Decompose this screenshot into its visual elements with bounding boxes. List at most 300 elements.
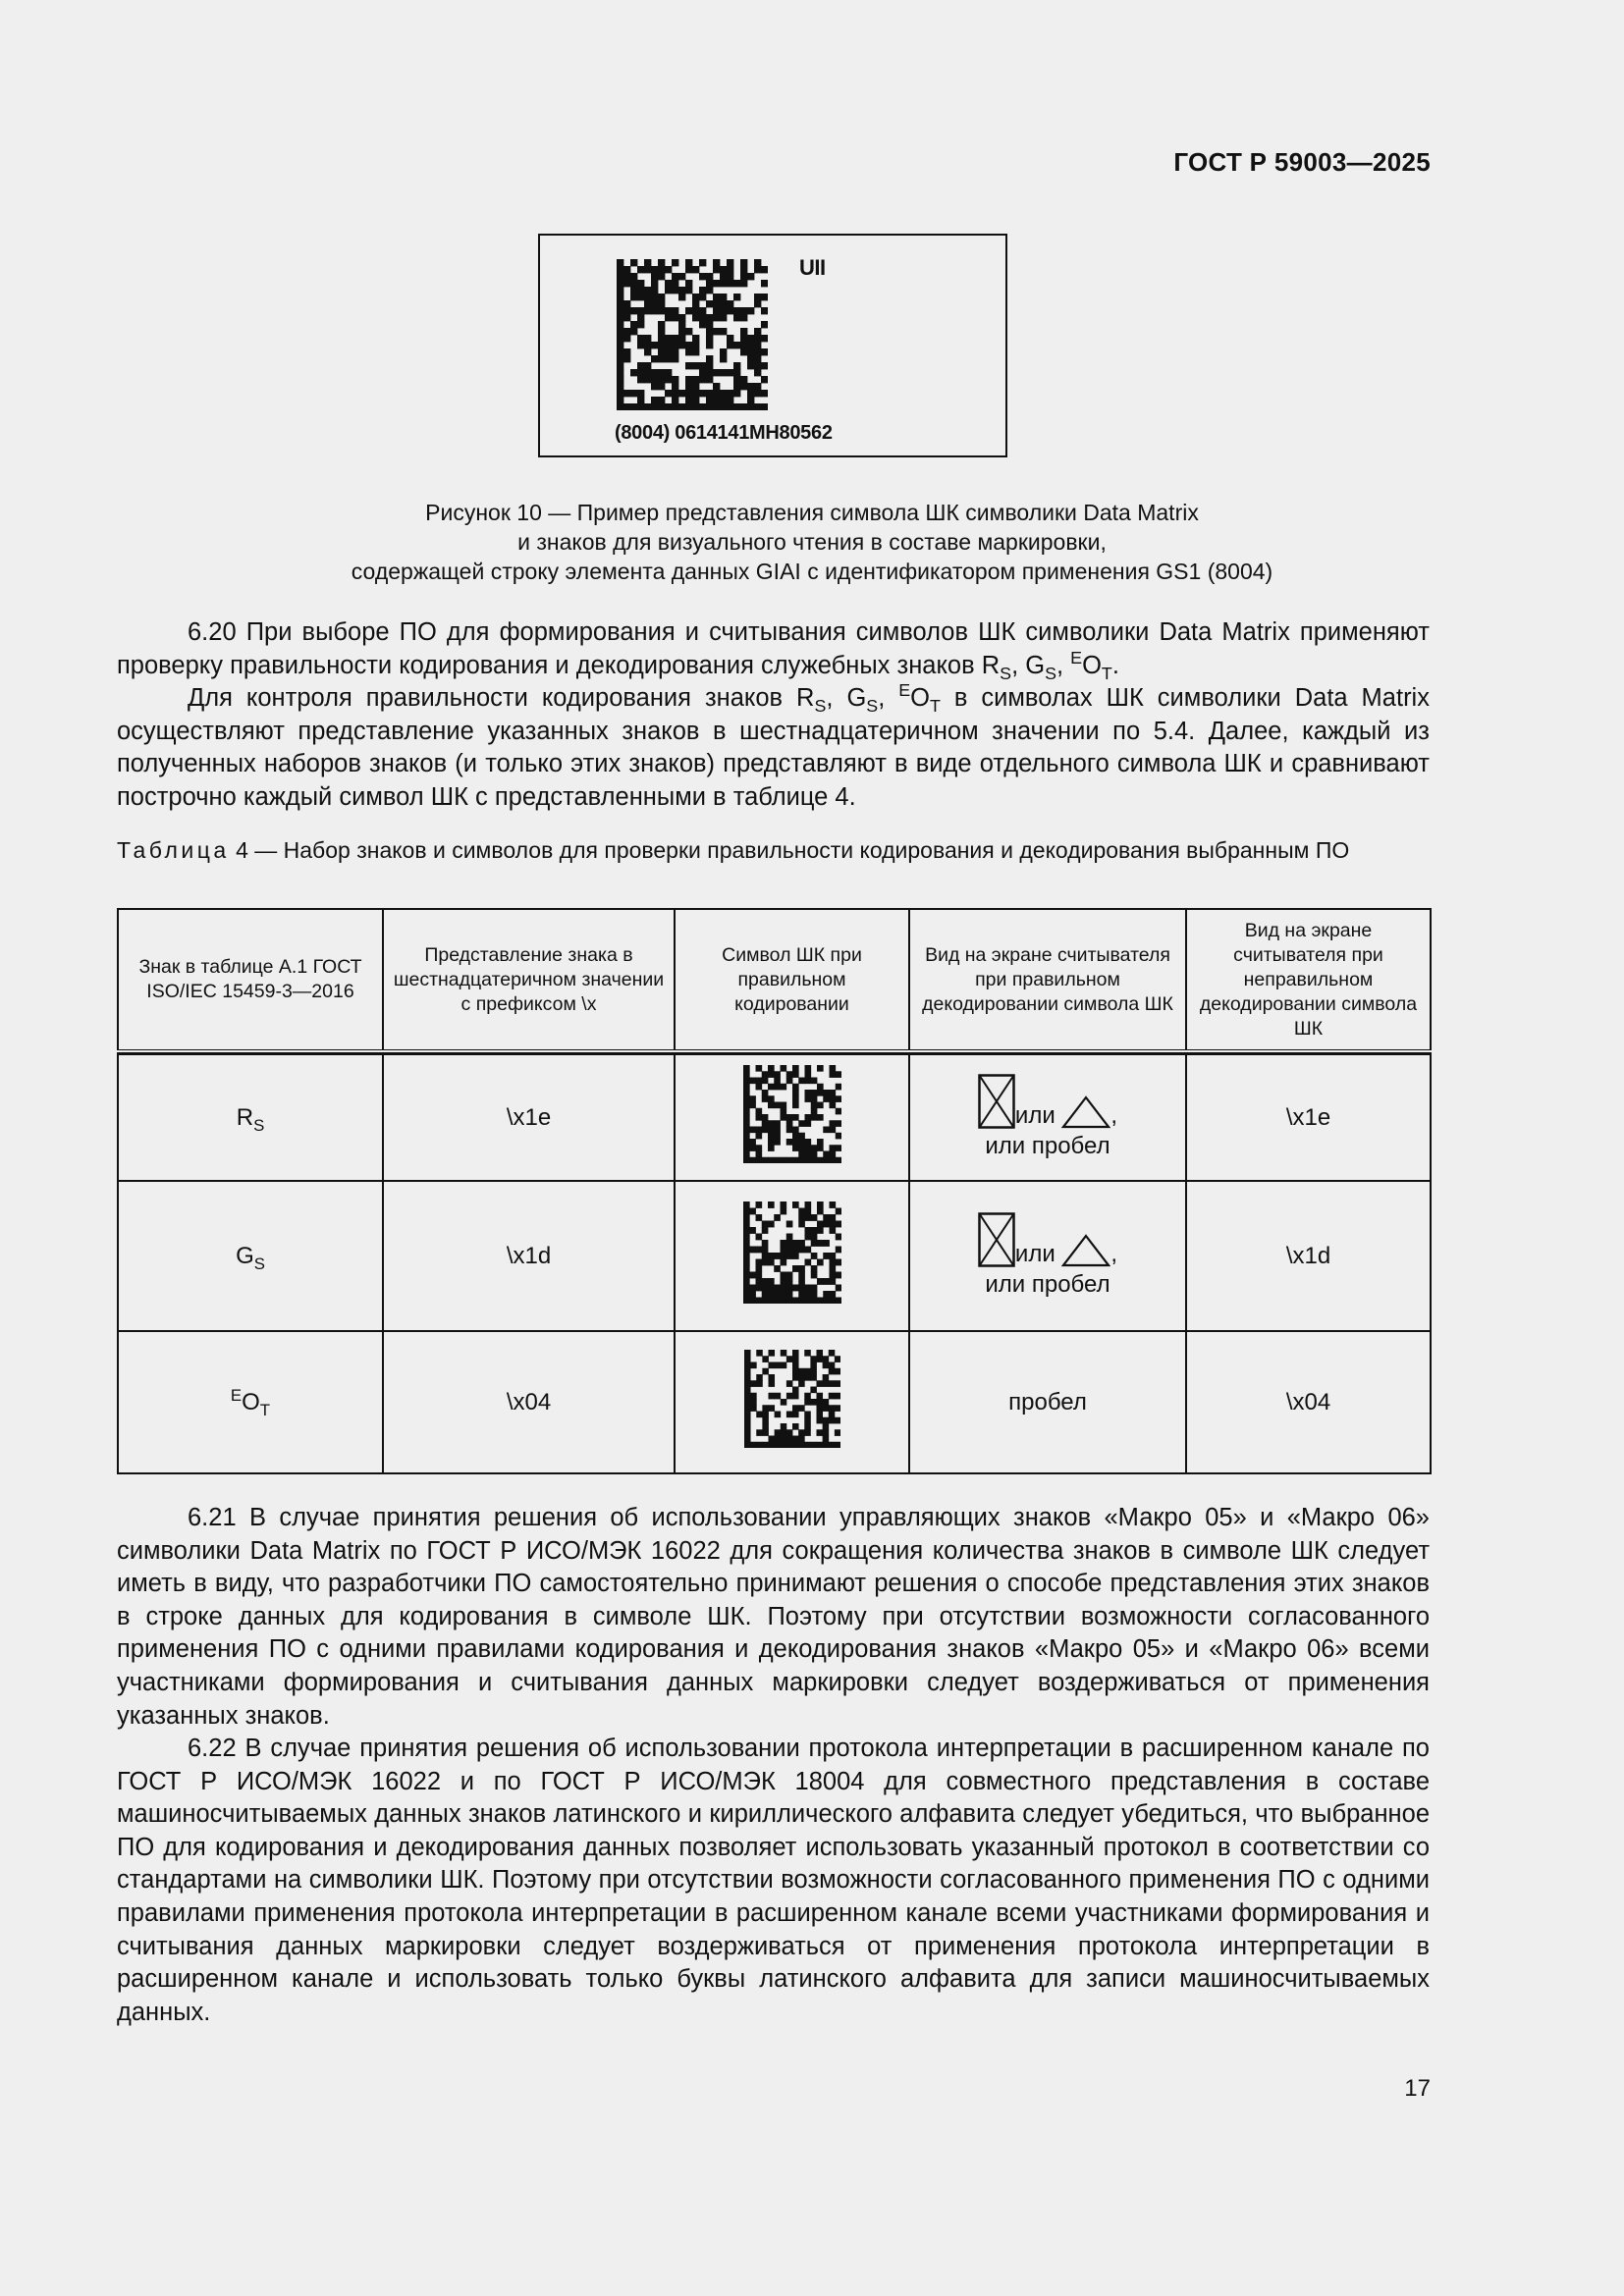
barcode-module — [761, 307, 768, 314]
barcode-module — [623, 300, 630, 307]
barcode-module — [678, 342, 685, 348]
barcode-module — [720, 390, 727, 397]
barcode-module — [810, 1214, 817, 1221]
barcode-module — [798, 1214, 805, 1221]
barcode-module — [743, 1065, 750, 1072]
datamatrix-barcode-uii — [617, 259, 768, 410]
barcode-module — [740, 328, 747, 335]
barcode-module — [792, 1145, 799, 1151]
barcode-module — [792, 1126, 799, 1133]
barcode-module — [823, 1253, 830, 1259]
barcode-module — [623, 307, 630, 314]
barcode-module — [651, 403, 658, 410]
barcode-module — [685, 403, 692, 410]
barcode-module — [829, 1126, 836, 1133]
barcode-module — [744, 1350, 751, 1357]
barcode-module — [733, 314, 740, 321]
barcode-module — [804, 1258, 811, 1265]
barcode-module — [798, 1240, 805, 1247]
barcode-module — [727, 266, 733, 273]
barcode-module — [804, 1367, 811, 1374]
barcode-module — [761, 1156, 768, 1162]
barcode-module — [804, 1392, 811, 1399]
table-header-cell: Вид на экране считывателя при неправильном декодировании символа ШК — [1186, 909, 1431, 1051]
barcode-module — [810, 1101, 817, 1108]
barcode-module — [692, 348, 699, 355]
barcode-module — [699, 287, 706, 294]
barcode-module — [672, 397, 678, 403]
barcode-module — [749, 1271, 756, 1278]
barcode-module — [733, 390, 740, 397]
barcode-module — [761, 1253, 768, 1259]
barcode-module — [644, 259, 651, 266]
barcode-module — [678, 294, 685, 300]
barcode-module — [792, 1114, 799, 1121]
barcode-module — [685, 362, 692, 369]
barcode-module — [755, 1278, 762, 1285]
barcode-module — [706, 321, 713, 328]
barcode-module — [804, 1416, 811, 1423]
barcode-module — [822, 1380, 829, 1387]
barcode-module — [713, 369, 720, 376]
barcode-module — [743, 1233, 750, 1240]
barcode-module — [617, 390, 623, 397]
barcode-module — [685, 259, 692, 266]
barcode-module — [685, 397, 692, 403]
caption-line: Рисунок 10 — Пример представления символа ШК символики Data Matrix — [425, 500, 1199, 525]
barcode-module — [835, 1284, 840, 1291]
barcode-module — [762, 1405, 769, 1412]
barcode-module — [780, 1083, 786, 1090]
barcode-module — [672, 287, 678, 294]
barcode-module — [743, 1114, 750, 1121]
barcode-module — [637, 397, 644, 403]
barcode-module — [755, 1077, 762, 1084]
barcode-module — [828, 1362, 835, 1368]
barcode-module — [749, 1291, 756, 1298]
barcode-module — [699, 259, 706, 266]
barcode-module — [792, 1284, 799, 1291]
barcode-module — [829, 1065, 836, 1072]
crossed-box-icon — [978, 1212, 1015, 1267]
barcode-module — [755, 1083, 762, 1090]
barcode-module — [810, 1156, 817, 1162]
barcode-module — [823, 1156, 830, 1162]
barcode-module — [747, 383, 754, 390]
barcode-module — [749, 1156, 756, 1162]
barcode-module — [644, 287, 651, 294]
barcode-module — [785, 1297, 792, 1304]
barcode-module — [780, 1156, 786, 1162]
barcode-module — [828, 1350, 835, 1357]
barcode-module — [829, 1278, 836, 1285]
barcode-module — [749, 1101, 756, 1108]
barcode-module — [774, 1429, 781, 1436]
barcode-module — [828, 1416, 835, 1423]
barcode-module — [754, 342, 761, 348]
barcode-module — [761, 1077, 768, 1084]
barcode-module — [792, 1441, 799, 1447]
barcode-module — [678, 273, 685, 280]
barcode-module — [835, 1071, 840, 1078]
barcode-module — [761, 1291, 768, 1298]
barcode-module — [835, 1132, 840, 1139]
barcode-module — [699, 314, 706, 321]
barcode-module — [810, 1090, 817, 1096]
barcode-module — [747, 342, 754, 348]
barcode-module — [792, 1367, 799, 1374]
barcode-module — [804, 1291, 811, 1298]
paragraph: 6.20 При выборе ПО для формирования и считывания символов ШК символики Data Matrix применяют проверку правильности кодирования и декодирования служебных знаков $R_S$, $G_S$, $^EO_T$. — [117, 618, 1430, 683]
barcode-module — [658, 321, 665, 328]
barcode-module — [744, 1405, 751, 1412]
barcode-module — [692, 403, 699, 410]
barcode-module — [785, 1156, 792, 1162]
barcode-module — [747, 335, 754, 342]
barcode-module — [747, 403, 754, 410]
wrong-display-cell: \x1e — [1186, 1054, 1431, 1181]
barcode-module — [816, 1441, 823, 1447]
barcode-module — [774, 1120, 781, 1127]
barcode-module — [774, 1156, 781, 1162]
barcode-module — [774, 1083, 781, 1090]
barcode-module — [785, 1271, 792, 1278]
symbol-cell: $^EO_T$ — [118, 1331, 383, 1473]
barcode-module — [617, 287, 623, 294]
barcode-module — [637, 294, 644, 300]
barcode-module — [617, 328, 623, 335]
caption-line: и знаков для визуального чтения в составе маркировки, — [517, 529, 1107, 555]
barcode-module — [780, 1429, 786, 1436]
barcode-module — [829, 1071, 836, 1078]
barcode-module — [740, 307, 747, 314]
barcode-module — [692, 314, 699, 321]
barcode-module — [754, 259, 761, 266]
barcode-cell — [675, 1181, 909, 1331]
barcode-module — [798, 1156, 805, 1162]
barcode-module — [706, 300, 713, 307]
barcode-module — [774, 1126, 781, 1133]
barcode-module — [706, 342, 713, 348]
barcode-module — [829, 1101, 836, 1108]
barcode-module — [685, 390, 692, 397]
barcode-module — [740, 280, 747, 287]
barcode-module — [768, 1101, 775, 1108]
barcode-module — [798, 1120, 805, 1127]
barcode-module — [678, 390, 685, 397]
barcode-module — [747, 273, 754, 280]
barcode-module — [658, 397, 665, 403]
barcode-module — [713, 307, 720, 314]
barcode-module — [658, 355, 665, 362]
barcode-module — [658, 383, 665, 390]
barcode-module — [672, 314, 678, 321]
barcode-module — [651, 307, 658, 314]
barcode-module — [834, 1429, 839, 1436]
barcode-module — [713, 266, 720, 273]
page-number: 17 — [1404, 2075, 1431, 2102]
barcode-module — [762, 1441, 769, 1447]
barcode-module — [720, 403, 727, 410]
barcode-module — [744, 1429, 751, 1436]
barcode-module — [754, 348, 761, 355]
barcode-module — [699, 321, 706, 328]
barcode-module — [755, 1150, 762, 1157]
barcode-module — [713, 403, 720, 410]
barcode-module — [761, 348, 768, 355]
barcode-module — [810, 1291, 817, 1298]
barcode-module — [792, 1101, 799, 1108]
barcode-module — [747, 362, 754, 369]
barcode-module — [762, 1429, 769, 1436]
barcode-module — [792, 1423, 799, 1430]
barcode-module — [785, 1253, 792, 1259]
barcode-module — [785, 1392, 792, 1399]
barcode-module — [658, 403, 665, 410]
barcode-module — [768, 1392, 775, 1399]
barcode-module — [740, 266, 747, 273]
barcode-module — [774, 1077, 781, 1084]
barcode-module — [823, 1150, 830, 1157]
barcode-module — [774, 1362, 781, 1368]
barcode-module — [817, 1207, 824, 1214]
barcode-module — [749, 1207, 756, 1214]
barcode-module — [754, 294, 761, 300]
barcode-module — [630, 403, 637, 410]
barcode-module — [658, 348, 665, 355]
barcode-module — [768, 1156, 775, 1162]
barcode-module — [792, 1411, 799, 1417]
barcode-module — [637, 335, 644, 342]
barcode-module — [623, 403, 630, 410]
barcode-module — [810, 1150, 817, 1157]
barcode-module — [785, 1233, 792, 1240]
barcode-module — [743, 1145, 750, 1151]
barcode-module — [755, 1297, 762, 1304]
uii-label: UII — [799, 255, 826, 280]
barcode-module — [810, 1265, 817, 1272]
barcode-module — [834, 1416, 839, 1423]
barcode-module — [665, 355, 672, 362]
barcode-module — [617, 335, 623, 342]
barcode-module — [755, 1201, 762, 1208]
alt-text: или пробел — [985, 1271, 1110, 1298]
barcode-module — [804, 1071, 811, 1078]
barcode-module — [780, 1350, 786, 1357]
barcode-module — [678, 287, 685, 294]
barcode-module — [644, 362, 651, 369]
barcode-module — [816, 1392, 823, 1399]
barcode-module — [817, 1278, 824, 1285]
barcode-module — [706, 376, 713, 383]
barcode-module — [665, 369, 672, 376]
barcode-module — [804, 1441, 811, 1447]
section-6-21 — [117, 1502, 1430, 1733]
barcode-module — [720, 314, 727, 321]
barcode-module — [665, 342, 672, 348]
barcode-module — [651, 294, 658, 300]
barcode-module — [810, 1271, 817, 1278]
barcode-module — [785, 1126, 792, 1133]
barcode-module — [785, 1071, 792, 1078]
barcode-module — [658, 369, 665, 376]
barcode-module — [835, 1107, 840, 1114]
barcode-module — [672, 348, 678, 355]
barcode-module — [743, 1139, 750, 1146]
barcode-module — [743, 1258, 750, 1265]
barcode-module — [665, 287, 672, 294]
barcode-module — [733, 403, 740, 410]
barcode-module — [744, 1441, 751, 1447]
barcode-module — [672, 342, 678, 348]
barcode-module — [817, 1156, 824, 1162]
barcode-module — [761, 1126, 768, 1133]
barcode-module — [755, 1107, 762, 1114]
table-row — [118, 1331, 1431, 1473]
barcode-module — [706, 328, 713, 335]
barcode-module — [743, 1207, 750, 1214]
barcode-module — [768, 1095, 775, 1102]
barcode-module — [706, 362, 713, 369]
barcode-module — [727, 307, 733, 314]
barcode-module — [644, 403, 651, 410]
barcode-module — [692, 300, 699, 307]
barcode-module — [761, 376, 768, 383]
barcode-module — [617, 280, 623, 287]
or-text: или — [1014, 1241, 1056, 1267]
barcode-module — [740, 314, 747, 321]
barcode-module — [804, 1201, 811, 1208]
barcode-module — [761, 1240, 768, 1247]
barcode-module — [835, 1220, 840, 1227]
barcode-module — [804, 1077, 811, 1084]
barcode-module — [658, 328, 665, 335]
barcode-module — [685, 342, 692, 348]
barcode-module — [810, 1367, 817, 1374]
barcode-module — [829, 1120, 836, 1127]
barcode-module — [829, 1150, 836, 1157]
barcode-module — [637, 280, 644, 287]
barcode-module — [785, 1220, 792, 1227]
barcode-module — [743, 1150, 750, 1157]
barcode-module — [804, 1065, 811, 1072]
barcode-module — [823, 1090, 830, 1096]
barcode-module — [623, 335, 630, 342]
crossed-box-icon — [978, 1074, 1015, 1129]
barcode-module — [617, 355, 623, 362]
barcode-module — [822, 1435, 829, 1442]
barcode-module — [792, 1350, 799, 1357]
barcode-module — [706, 335, 713, 342]
figure-10-box — [538, 234, 1007, 457]
barcode-module — [761, 335, 768, 342]
barcode-module — [630, 273, 637, 280]
barcode-module — [743, 1284, 750, 1291]
barcode-module — [685, 266, 692, 273]
barcode-module — [798, 1265, 805, 1272]
barcode-module — [755, 1246, 762, 1253]
barcode-module — [617, 369, 623, 376]
barcode-module — [665, 348, 672, 355]
barcode-module — [804, 1095, 811, 1102]
barcode-module — [749, 1145, 756, 1151]
barcode-module — [810, 1107, 817, 1114]
caption-line: содержащей строку элемента данных GIAI с идентификатором применения GS1 (8004) — [351, 559, 1273, 584]
barcode-module — [727, 397, 733, 403]
barcode-module — [747, 348, 754, 355]
barcode-module — [637, 369, 644, 376]
barcode-module — [798, 1374, 805, 1381]
barcode-module — [774, 1392, 781, 1399]
barcode-module — [749, 1227, 756, 1234]
barcode-module — [617, 294, 623, 300]
barcode-module — [644, 348, 651, 355]
barcode-module — [617, 376, 623, 383]
barcode-module — [768, 1145, 775, 1151]
barcode-module — [754, 300, 761, 307]
barcode-module — [774, 1253, 781, 1259]
barcode-module — [804, 1399, 811, 1406]
barcode-module — [692, 362, 699, 369]
barcode-module — [651, 355, 658, 362]
barcode-cell — [675, 1054, 909, 1181]
barcode-module — [756, 1374, 763, 1381]
barcode-module — [761, 362, 768, 369]
barcode-module — [672, 403, 678, 410]
barcode-module — [733, 383, 740, 390]
barcode-module — [768, 1380, 775, 1387]
barcode-module — [740, 383, 747, 390]
standard-header: ГОСТ Р 59003—2025 — [1173, 147, 1431, 177]
barcode-module — [755, 1233, 762, 1240]
barcode-module — [617, 273, 623, 280]
barcode-module — [761, 294, 768, 300]
barcode-module — [761, 1227, 768, 1234]
barcode-module — [817, 1114, 824, 1121]
barcode-module — [692, 376, 699, 383]
barcode-module — [768, 1284, 775, 1291]
barcode-module — [755, 1065, 762, 1072]
barcode-module — [658, 266, 665, 273]
barcode-module — [835, 1271, 840, 1278]
barcode-module — [762, 1416, 769, 1423]
table-header-cell: Вид на экране считывателя при правильном декодировании символа ШК — [909, 909, 1186, 1051]
barcode-module — [685, 328, 692, 335]
barcode-module — [822, 1356, 829, 1362]
barcode-module — [817, 1240, 824, 1247]
barcode-module — [780, 1101, 786, 1108]
barcode-module — [623, 355, 630, 362]
barcode-module — [651, 342, 658, 348]
barcode-module — [817, 1101, 824, 1108]
barcode-module — [672, 259, 678, 266]
barcode-module — [740, 335, 747, 342]
barcode-module — [780, 1435, 786, 1442]
barcode-module — [743, 1090, 750, 1096]
barcode-module — [768, 1441, 775, 1447]
barcode-module — [630, 280, 637, 287]
barcode-module — [755, 1156, 762, 1162]
barcode-module — [835, 1083, 840, 1090]
barcode-module — [829, 1201, 836, 1208]
barcode-module — [798, 1207, 805, 1214]
barcode-module — [754, 403, 761, 410]
barcode-module — [644, 266, 651, 273]
barcode-module — [692, 390, 699, 397]
barcode-module — [637, 376, 644, 383]
barcode-module — [749, 1095, 756, 1102]
barcode-module — [651, 397, 658, 403]
